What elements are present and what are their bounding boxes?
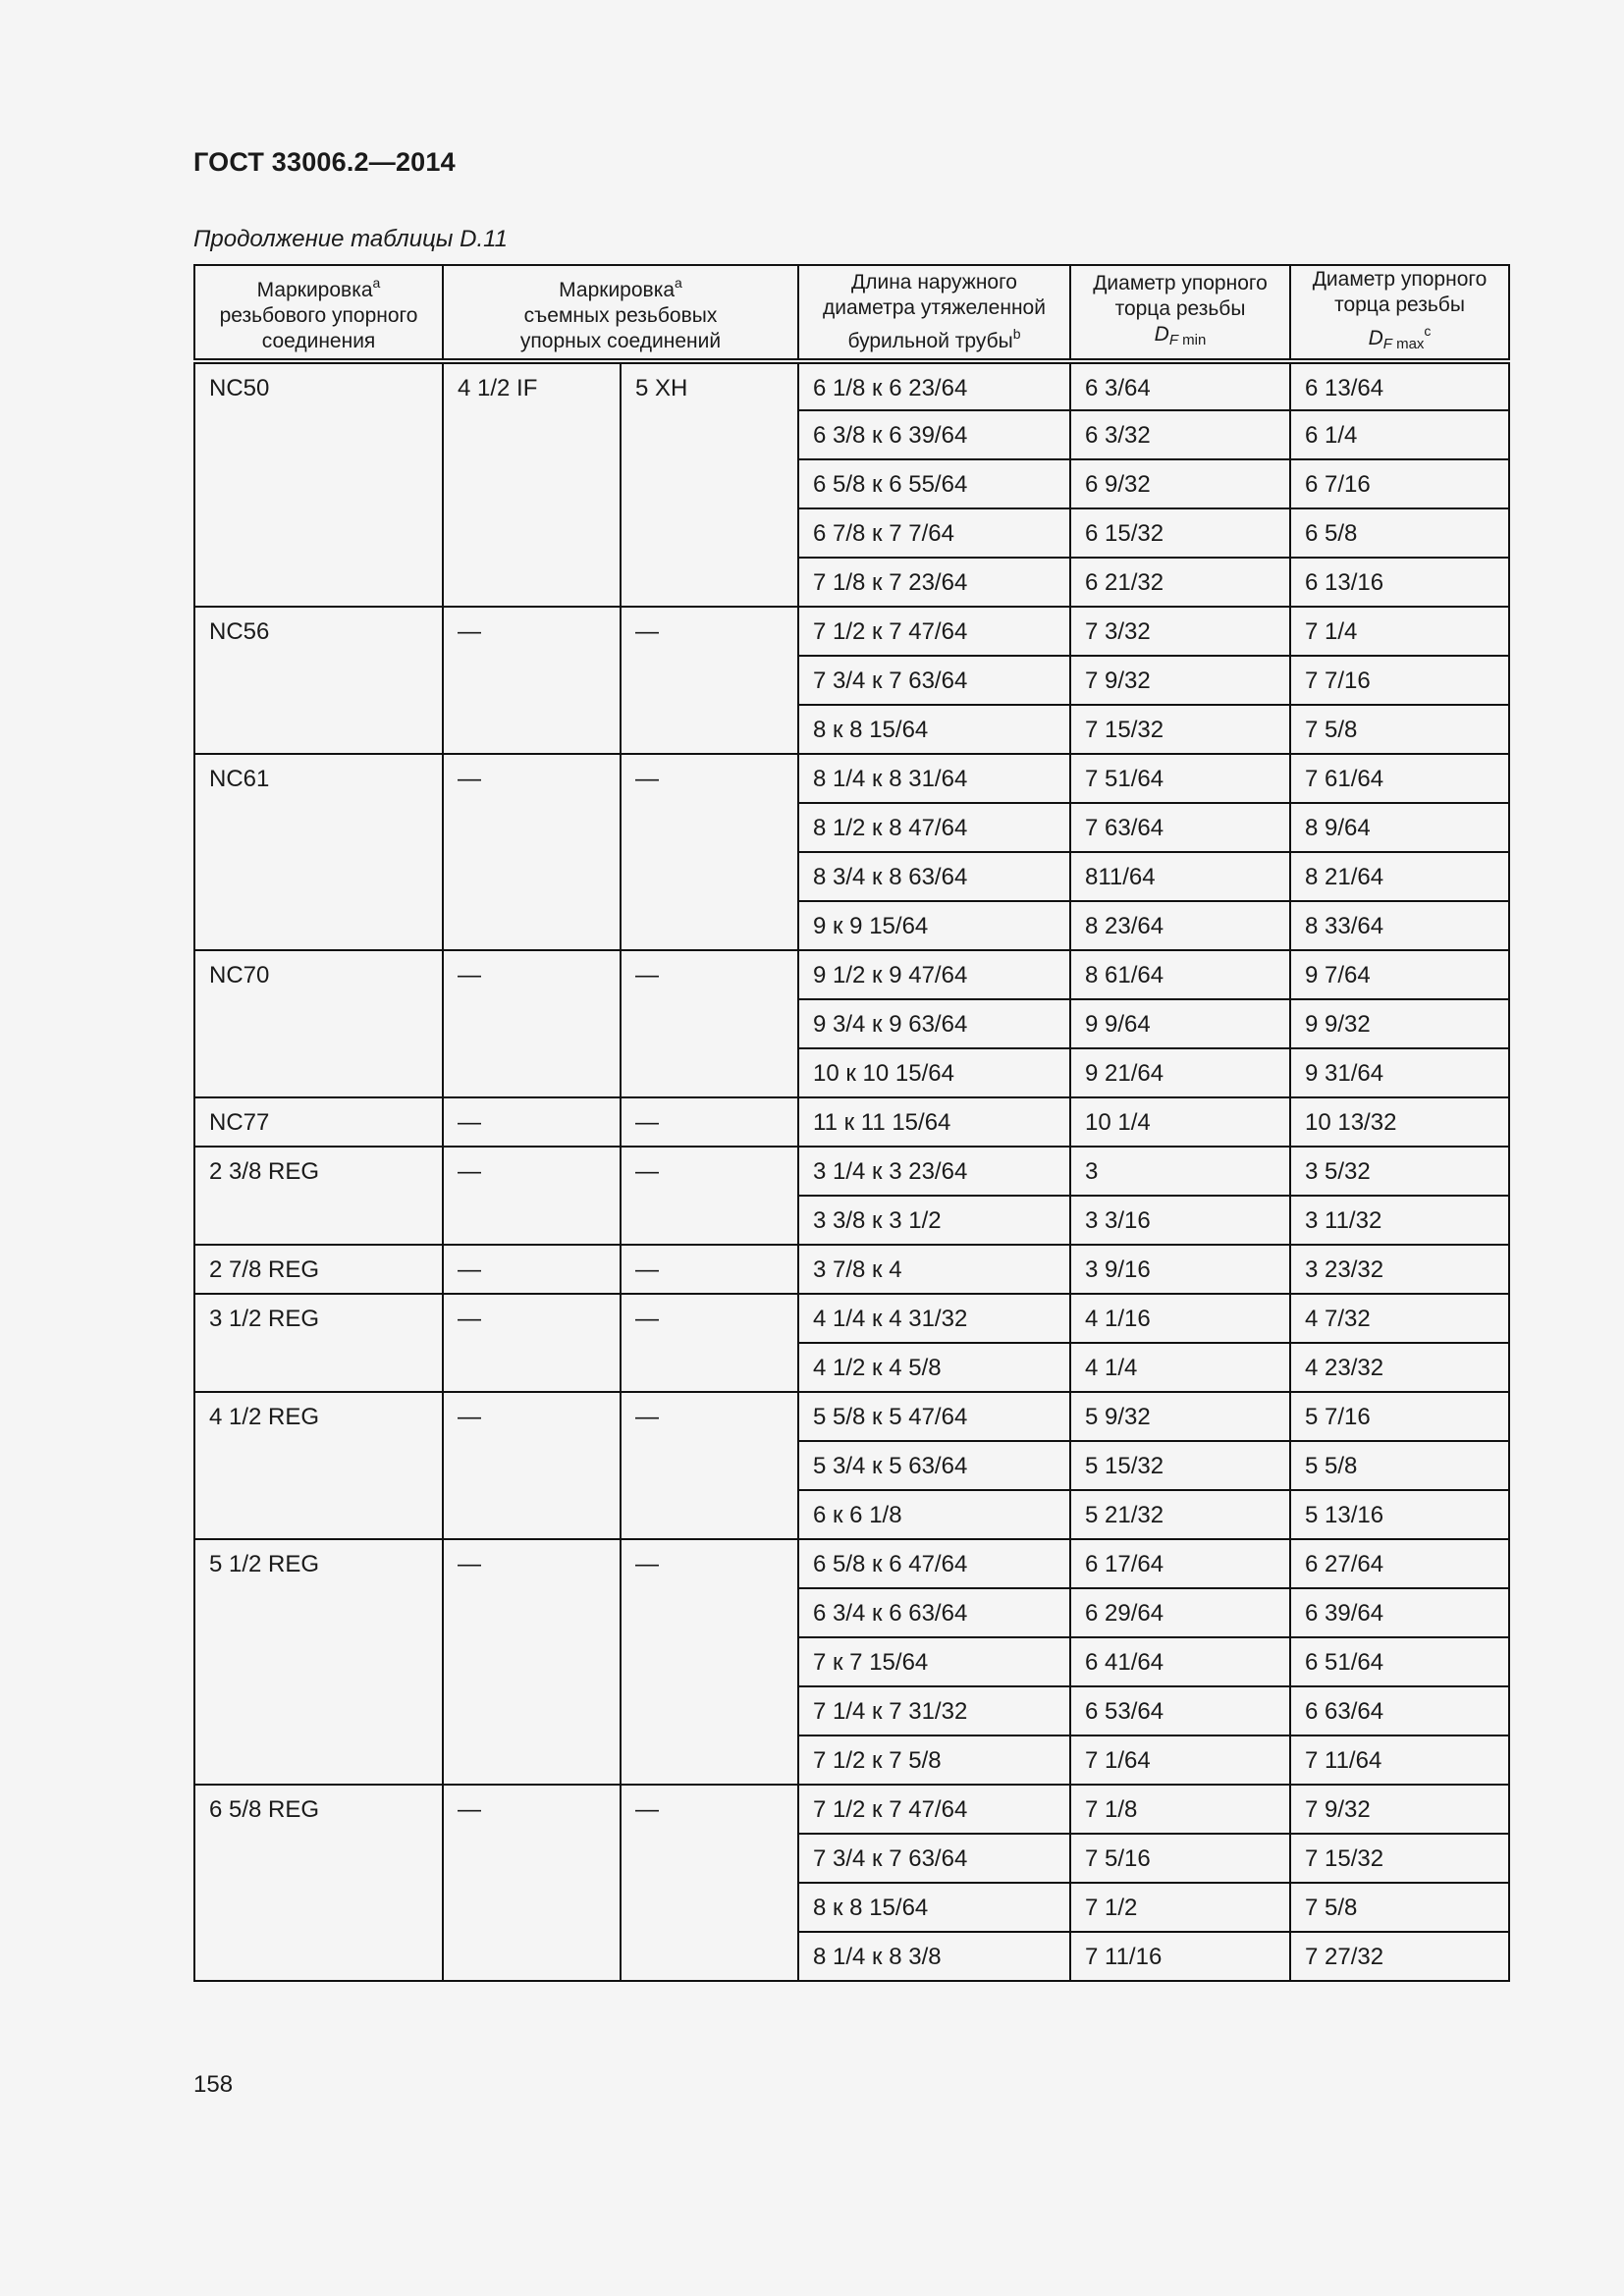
cell-connection: 2 3/8 REG	[194, 1147, 443, 1245]
cell-alt-marking-2: —	[621, 1294, 798, 1392]
cell-df-max: 10 13/32	[1290, 1097, 1509, 1147]
cell-collar-length: 7 3/4 к 7 63/64	[798, 1834, 1070, 1883]
cell-df-min: 6 15/32	[1070, 508, 1290, 558]
table-body	[194, 361, 1509, 1981]
cell-collar-length: 6 7/8 к 7 7/64	[798, 508, 1070, 558]
cell-alt-marking-2: —	[621, 1392, 798, 1539]
cell-df-max: 8 33/64	[1290, 901, 1509, 950]
cell-df-min: 7 9/32	[1070, 656, 1290, 705]
cell-collar-length: 8 1/2 к 8 47/64	[798, 803, 1070, 852]
cell-collar-length: 6 3/4 к 6 63/64	[798, 1588, 1070, 1637]
cell-df-max: 6 5/8	[1290, 508, 1509, 558]
cell-alt-marking-1: —	[443, 754, 621, 950]
table-row	[194, 1294, 1509, 1343]
cell-df-min: 7 1/8	[1070, 1785, 1290, 1834]
cell-collar-length: 3 3/8 к 3 1/2	[798, 1196, 1070, 1245]
cell-collar-length: 7 1/2 к 7 47/64	[798, 1785, 1070, 1834]
cell-alt-marking-2: —	[621, 1245, 798, 1294]
cell-collar-length: 3 1/4 к 3 23/64	[798, 1147, 1070, 1196]
cell-collar-length: 4 1/4 к 4 31/32	[798, 1294, 1070, 1343]
cell-df-max: 9 31/64	[1290, 1048, 1509, 1097]
cell-connection: NC50	[194, 361, 443, 607]
cell-alt-marking-1: —	[443, 607, 621, 754]
cell-collar-length: 8 к 8 15/64	[798, 705, 1070, 754]
cell-alt-marking-1: —	[443, 1147, 621, 1245]
table-row	[194, 1539, 1509, 1588]
cell-alt-marking-2: —	[621, 1147, 798, 1245]
cell-alt-marking-2: —	[621, 1785, 798, 1981]
cell-df-max: 6 63/64	[1290, 1686, 1509, 1735]
cell-collar-length: 7 к 7 15/64	[798, 1637, 1070, 1686]
cell-df-max: 7 11/64	[1290, 1735, 1509, 1785]
cell-df-max: 6 1/4	[1290, 410, 1509, 459]
cell-df-min: 3	[1070, 1147, 1290, 1196]
cell-alt-marking-2: —	[621, 1539, 798, 1785]
cell-df-max: 6 27/64	[1290, 1539, 1509, 1588]
cell-collar-length: 6 3/8 к 6 39/64	[798, 410, 1070, 459]
cell-df-max: 7 5/8	[1290, 1883, 1509, 1932]
cell-collar-length: 5 3/4 к 5 63/64	[798, 1441, 1070, 1490]
cell-df-min: 3 9/16	[1070, 1245, 1290, 1294]
cell-alt-marking-2: 5 XH	[621, 361, 798, 607]
cell-df-max: 7 5/8	[1290, 705, 1509, 754]
cell-alt-marking-1: —	[443, 1785, 621, 1981]
header-alt-connection-marking: Маркировка$^a$ съемных резьбовых упорных соединений	[443, 265, 798, 361]
table-row	[194, 607, 1509, 656]
cell-collar-length: 8 1/4 к 8 3/8	[798, 1932, 1070, 1981]
cell-df-min: 6 29/64	[1070, 1588, 1290, 1637]
cell-df-max: 4 7/32	[1290, 1294, 1509, 1343]
cell-collar-length: 7 3/4 к 7 63/64	[798, 656, 1070, 705]
table-caption: Продолжение таблицы D.11	[193, 226, 509, 252]
cell-df-max: 7 61/64	[1290, 754, 1509, 803]
cell-collar-length: 6 1/8 к 6 23/64	[798, 361, 1070, 410]
cell-df-min: 5 15/32	[1070, 1441, 1290, 1490]
cell-df-max: 6 39/64	[1290, 1588, 1509, 1637]
cell-df-max: 9 9/32	[1290, 999, 1509, 1048]
cell-df-min: 6 41/64	[1070, 1637, 1290, 1686]
cell-df-min: 5 9/32	[1070, 1392, 1290, 1441]
cell-df-min: 7 51/64	[1070, 754, 1290, 803]
cell-df-max: 7 9/32	[1290, 1785, 1509, 1834]
cell-df-max: 7 7/16	[1290, 656, 1509, 705]
table-row	[194, 1785, 1509, 1834]
cell-collar-length: 11 к 11 15/64	[798, 1097, 1070, 1147]
cell-alt-marking-1: —	[443, 1097, 621, 1147]
cell-alt-marking-1: 4 1/2 IF	[443, 361, 621, 607]
cell-collar-length: 4 1/2 к 4 5/8	[798, 1343, 1070, 1392]
cell-df-min: 7 3/32	[1070, 607, 1290, 656]
cell-df-max: 4 23/32	[1290, 1343, 1509, 1392]
cell-collar-length: 7 1/8 к 7 23/64	[798, 558, 1070, 607]
cell-df-max: 8 21/64	[1290, 852, 1509, 901]
cell-df-min: 7 63/64	[1070, 803, 1290, 852]
cell-df-min: 7 5/16	[1070, 1834, 1290, 1883]
cell-connection: NC70	[194, 950, 443, 1097]
cell-collar-length: 9 к 9 15/64	[798, 901, 1070, 950]
cell-df-min: 6 9/32	[1070, 459, 1290, 508]
cell-df-min: 8 23/64	[1070, 901, 1290, 950]
cell-collar-length: 10 к 10 15/64	[798, 1048, 1070, 1097]
cell-alt-marking-1: —	[443, 1245, 621, 1294]
header-connection-marking: Маркировка$^a$ резьбового упорного соединения	[194, 265, 443, 361]
cell-alt-marking-2: —	[621, 607, 798, 754]
cell-collar-length: 6 5/8 к 6 47/64	[798, 1539, 1070, 1588]
cell-collar-length: 5 5/8 к 5 47/64	[798, 1392, 1070, 1441]
cell-df-min: 6 17/64	[1070, 1539, 1290, 1588]
cell-df-min: 811/64	[1070, 852, 1290, 901]
cell-connection: 6 5/8 REG	[194, 1785, 443, 1981]
header-df-min: Диаметр упорного торца резьбы $D_{F min}$	[1070, 265, 1290, 361]
cell-collar-length: 8 3/4 к 8 63/64	[798, 852, 1070, 901]
cell-alt-marking-2: —	[621, 950, 798, 1097]
cell-connection: NC77	[194, 1097, 443, 1147]
cell-df-max: 9 7/64	[1290, 950, 1509, 999]
cell-connection: 5 1/2 REG	[194, 1539, 443, 1785]
table-row	[194, 1147, 1509, 1196]
table-row	[194, 754, 1509, 803]
cell-df-min: 5 21/32	[1070, 1490, 1290, 1539]
header-df-max: Диаметр упорного торца резьбы $D_{F max}^c$	[1290, 265, 1509, 361]
cell-df-max: 3 5/32	[1290, 1147, 1509, 1196]
cell-collar-length: 7 1/4 к 7 31/32	[798, 1686, 1070, 1735]
cell-df-max: 8 9/64	[1290, 803, 1509, 852]
cell-df-min: 6 53/64	[1070, 1686, 1290, 1735]
cell-collar-length: 6 5/8 к 6 55/64	[798, 459, 1070, 508]
cell-alt-marking-1: —	[443, 1539, 621, 1785]
table-header-row	[194, 265, 1509, 361]
data-table	[193, 264, 1510, 1982]
cell-connection: 4 1/2 REG	[194, 1392, 443, 1539]
cell-df-max: 6 7/16	[1290, 459, 1509, 508]
cell-df-min: 4 1/16	[1070, 1294, 1290, 1343]
header-collar-length: Длина наружного диаметра утяжеленной бурильной трубы$^b$	[798, 265, 1070, 361]
cell-collar-length: 7 1/2 к 7 5/8	[798, 1735, 1070, 1785]
cell-df-max: 3 23/32	[1290, 1245, 1509, 1294]
cell-df-max: 7 15/32	[1290, 1834, 1509, 1883]
cell-df-min: 7 15/32	[1070, 705, 1290, 754]
cell-df-max: 6 13/64	[1290, 361, 1509, 410]
cell-alt-marking-1: —	[443, 1392, 621, 1539]
cell-df-max: 6 51/64	[1290, 1637, 1509, 1686]
cell-df-max: 7 27/32	[1290, 1932, 1509, 1981]
table-row	[194, 950, 1509, 999]
cell-alt-marking-1: —	[443, 1294, 621, 1392]
cell-collar-length: 9 3/4 к 9 63/64	[798, 999, 1070, 1048]
page-number: 158	[193, 2071, 234, 2098]
cell-df-max: 5 13/16	[1290, 1490, 1509, 1539]
table-row	[194, 1392, 1509, 1441]
cell-df-min: 6 3/64	[1070, 361, 1290, 410]
cell-connection: NC56	[194, 607, 443, 754]
cell-df-min: 6 3/32	[1070, 410, 1290, 459]
cell-df-min: 9 21/64	[1070, 1048, 1290, 1097]
table-row	[194, 1097, 1509, 1147]
cell-collar-length: 9 1/2 к 9 47/64	[798, 950, 1070, 999]
cell-df-min: 10 1/4	[1070, 1097, 1290, 1147]
cell-collar-length: 3 7/8 к 4	[798, 1245, 1070, 1294]
document-title: ГОСТ 33006.2—2014	[193, 147, 456, 177]
cell-connection: 3 1/2 REG	[194, 1294, 443, 1392]
cell-alt-marking-1: —	[443, 950, 621, 1097]
cell-collar-length: 8 1/4 к 8 31/64	[798, 754, 1070, 803]
cell-df-min: 7 11/16	[1070, 1932, 1290, 1981]
cell-collar-length: 6 к 6 1/8	[798, 1490, 1070, 1539]
cell-connection: 2 7/8 REG	[194, 1245, 443, 1294]
table-row	[194, 361, 1509, 410]
cell-alt-marking-2: —	[621, 1097, 798, 1147]
table-row	[194, 1245, 1509, 1294]
cell-alt-marking-2: —	[621, 754, 798, 950]
cell-df-max: 3 11/32	[1290, 1196, 1509, 1245]
cell-df-min: 7 1/2	[1070, 1883, 1290, 1932]
cell-df-min: 9 9/64	[1070, 999, 1290, 1048]
cell-connection: NC61	[194, 754, 443, 950]
cell-df-min: 6 21/32	[1070, 558, 1290, 607]
cell-collar-length: 7 1/2 к 7 47/64	[798, 607, 1070, 656]
cell-df-min: 4 1/4	[1070, 1343, 1290, 1392]
cell-df-min: 7 1/64	[1070, 1735, 1290, 1785]
cell-df-min: 8 61/64	[1070, 950, 1290, 999]
cell-df-max: 6 13/16	[1290, 558, 1509, 607]
cell-df-max: 5 7/16	[1290, 1392, 1509, 1441]
cell-df-max: 5 5/8	[1290, 1441, 1509, 1490]
cell-collar-length: 8 к 8 15/64	[798, 1883, 1070, 1932]
cell-df-min: 3 3/16	[1070, 1196, 1290, 1245]
cell-df-max: 7 1/4	[1290, 607, 1509, 656]
